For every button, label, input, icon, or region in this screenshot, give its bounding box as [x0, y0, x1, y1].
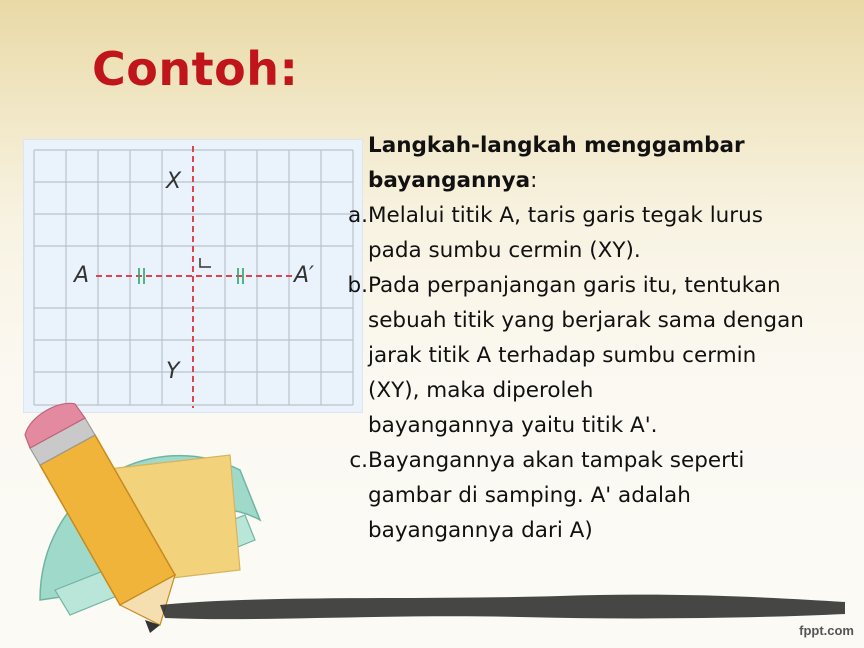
- reflection-figure: [24, 140, 362, 412]
- label-a-prime: A′: [294, 263, 315, 288]
- step-a: a. Melalui titik A, taris garis tegak lurus pada sumbu cermin (XY).: [347, 203, 763, 263]
- grid-svg: [24, 140, 362, 412]
- brush-stroke: [160, 595, 845, 619]
- label-x: X: [166, 169, 182, 194]
- step-b: b. Pada perpanjangan garis itu, tentukan sebuah titik yang berjarak sama dengan jarak titik A terhadap sumbu cermin (XY), maka diperoleh bayangannya yaitu titik A'.: [347, 273, 804, 438]
- step-c: c. Bayangannya akan tampak seperti gambar di samping. A' adalah bayangannya dari A): [349, 448, 745, 543]
- label-y: Y: [166, 359, 180, 384]
- steps-heading: Langkah-langkah menggambar bayangannya: [368, 133, 745, 193]
- footer-brand: fppt.com: [799, 623, 854, 638]
- label-a: A: [74, 263, 90, 288]
- right-angle-mark: [200, 258, 211, 267]
- page-title: Contoh:: [92, 42, 299, 96]
- steps-text: Langkah-langkah menggambar bayangannya: a. Melalui titik A, taris garis tegak lurus pada sumbu cermin (XY). b. Pada perpanjangan garis itu, tentukan sebuah titik yang berjarak sama dengan jarak titik A terhadap sumbu cermin (XY), maka diperoleh bayangannya yaitu titik A'. c. Bayangannya akan tampak seperti gambar di samping. A' adalah bayangannya dari A): [332, 128, 852, 548]
